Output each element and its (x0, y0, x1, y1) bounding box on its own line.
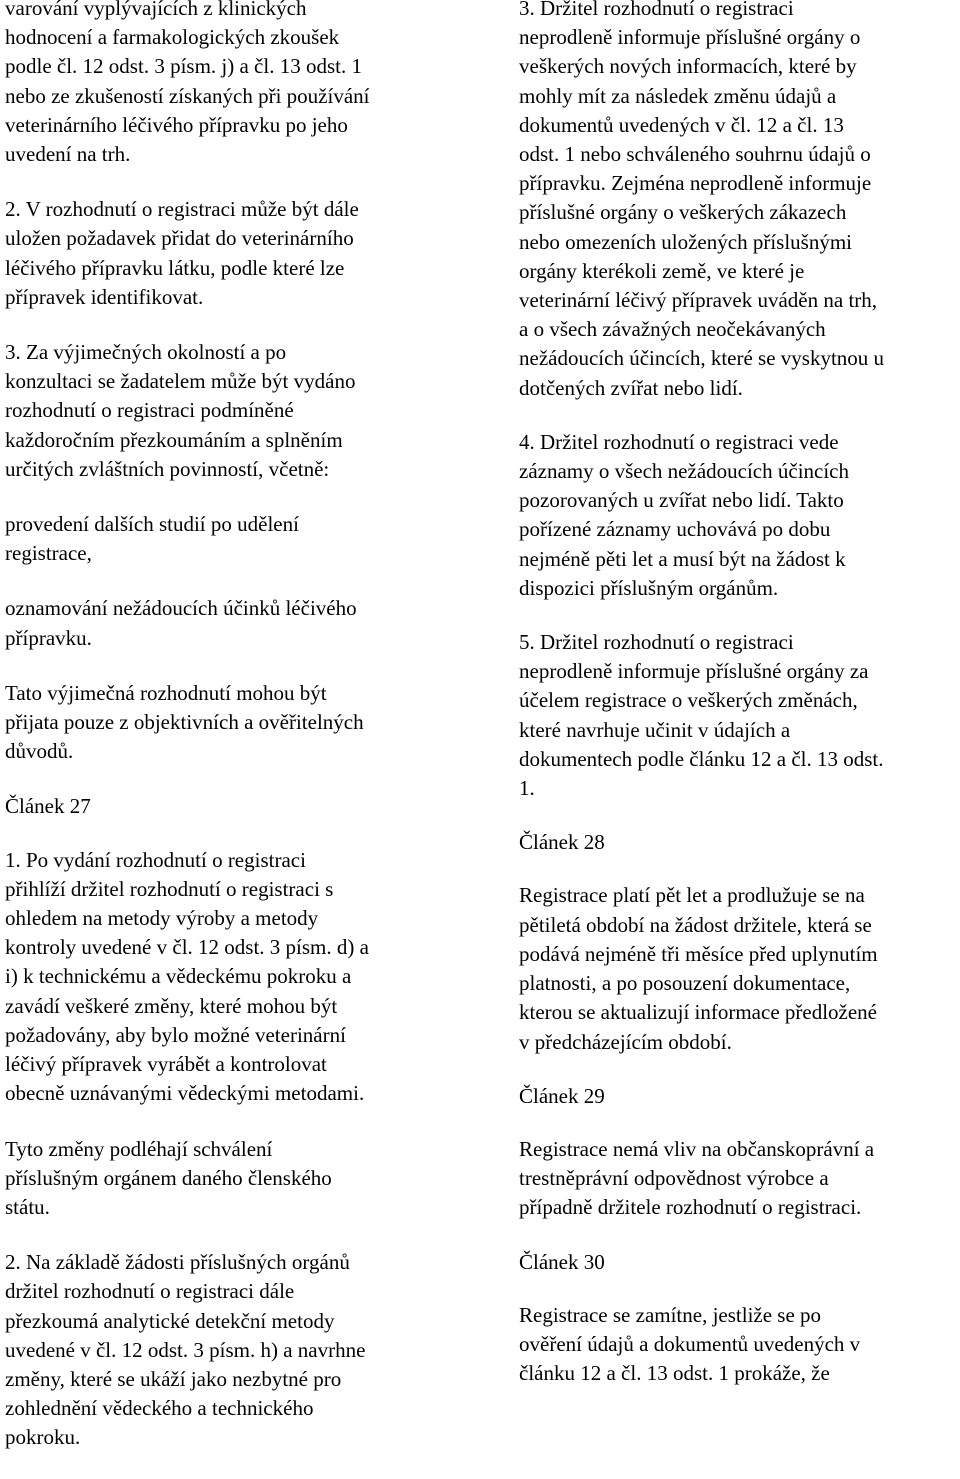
right-column (519, 0, 959, 1413)
heading-article-28: Článek 28 (519, 830, 605, 855)
heading-article-29: Článek 29 (519, 1083, 605, 1108)
paragraph-article-27-4: 4. Držitel rozhodnutí o registraci vede záznamy o všech nežádoucích účincích pozorovaných u zvířat nebo lidí. Takto pořízené záznamy uchovává po dobu nejméně pěti let a musí být na žádost k dispozici příslušným orgánům. (519, 429, 850, 600)
left-column (5, 0, 460, 1479)
paragraph-article-27-5: 5. Držitel rozhodnutí o registraci neprodleně informuje příslušné orgány za účelem registrace o veškerých změnách, které navrhuje učinit v údajích a dokumentech podle článku 12 a čl. 13 odst. 1. (519, 630, 884, 801)
paragraph-further-studies: provedení dalších studií po udělení registrace, (5, 512, 299, 566)
paragraph-article-29: Registrace nemá vliv na občanskoprávní a trestněprávní odpovědnost výrobce a případně držitele rozhodnutí o registraci. (519, 1136, 875, 1220)
paragraph-identification-substance: 2. V rozhodnutí o registraci může být dále uložen požadavek přidat do veterinárního léčivého přípravku látku, podle které lze přípravek identifikovat. (5, 197, 359, 309)
paragraph-adverse-effects-reporting: oznamování nežádoucích účinků léčivého přípravku. (5, 596, 357, 650)
heading-article-27: Článek 27 (5, 794, 91, 819)
paragraph-article-28: Registrace platí pět let a prodlužuje se na pětiletá období na žádost držitele, která se podává nejméně tři měsíce před uplynutím platnosti, a po posouzení dokumentace, kterou se aktualizují informace předložené v předcházejícím období. (519, 883, 878, 1054)
paragraph-warnings-continuation: varování vyplývajících z klinických hodnocení a farmakologických zkoušek podle čl. 12 odst. 3 písm. j) a čl. 13 odst. 1 nebo ze zkušeností získaných při používání veterinárního léčivého přípravku po jeho uvedení na trh. (5, 0, 370, 167)
paragraph-changes-approval: Tyto změny podléhají schválení příslušným orgánem daného členského státu. (5, 1136, 332, 1219)
paragraph-exceptional-decisions: Tato výjimečná rozhodnutí mohou být přijata pouze z objektivních a ověřitelných důvodů. (5, 680, 364, 764)
paragraph-article-27-1: 1. Po vydání rozhodnutí o registraci přihlíží držitel rozhodnutí o registraci s ohledem na metody výroby a metody kontroly uvedené v čl. 12 odst. 3 písm. d) a i) k technickému a vědeckému pokroku a zavádí veškeré změny, které mohou být požadovány, aby bylo možné veterinární léčivý přípravek vyrábět a kontrolovat obecně uznávanými vědeckými metodami. (5, 847, 369, 1106)
paragraph-article-27-2: 2. Na základě žádosti příslušných orgánů držitel rozhodnutí o registraci dále přezkoumá analytické detekční metody uvedené v čl. 12 odst. 3 písm. h) a navrhne změny, které se ukáží jako nezbytné pro zohlednění vědeckého a technického pokroku. (5, 1250, 366, 1450)
paragraph-article-27-3: 3. Držitel rozhodnutí o registraci neprodleně informuje příslušné orgány o veškerých nových informacích, které by mohly mít za následek změnu údajů a dokumentů uvedených v čl. 12 a čl. 13 odst. 1 nebo schváleného souhrnu údajů o přípravku. Zejména neprodleně informuje příslušné orgány o veškerých zákazech nebo omezeních uložených příslušnými orgány kterékoli země, ve které je veterinární léčivý přípravek uváděn na trh, a o všech závažných neočekávaných nežádoucích účincích, které se vyskytnou u dotčených zvířat nebo lidí. (519, 0, 885, 400)
paragraph-exceptional-circumstances: 3. Za výjimečných okolností a po konzultaci se žadatelem může být vydáno rozhodnutí o registraci podmíněné každoročním přezkoumáním a splněním určitých zvláštních povinností, včetně: (5, 340, 356, 481)
heading-article-30: Článek 30 (519, 1249, 605, 1274)
paragraph-article-30: Registrace se zamítne, jestliže se po ověření údajů a dokumentů uvedených v článku 12 a čl. 13 odst. 1 prokáže, že (519, 1302, 861, 1386)
